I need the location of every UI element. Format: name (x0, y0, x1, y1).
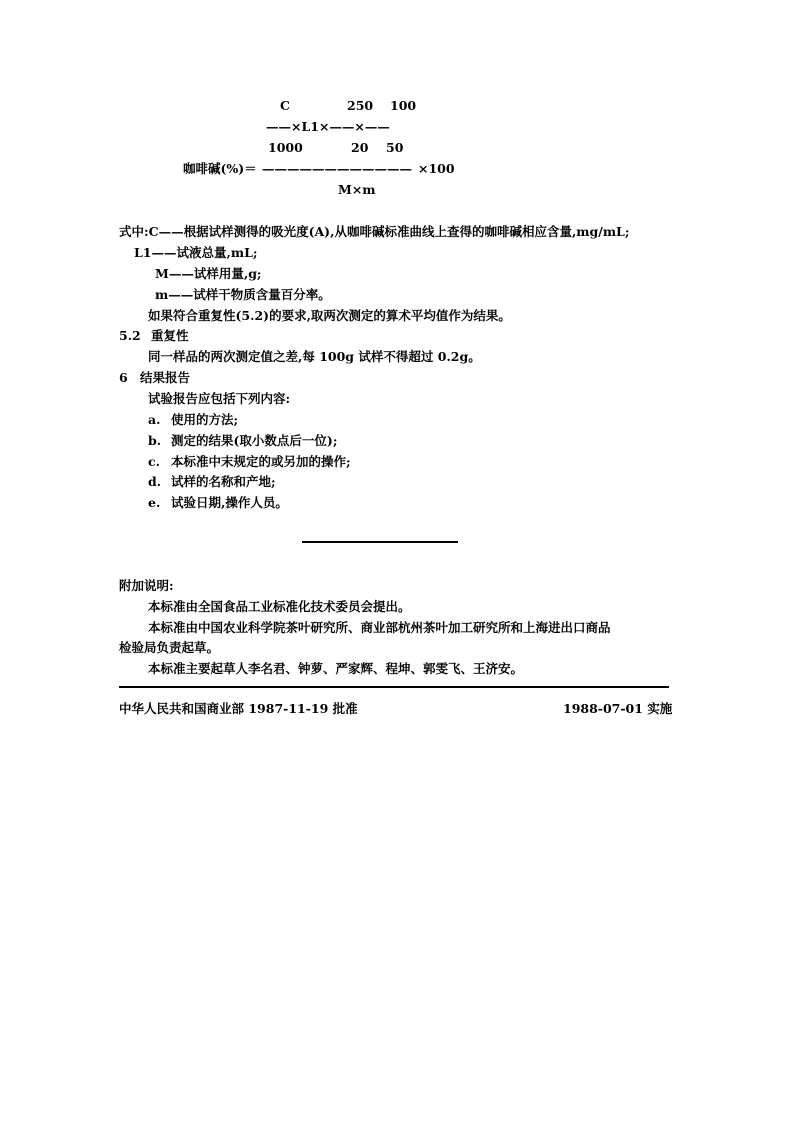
section-divider (302, 541, 458, 543)
footer-rule (119, 686, 669, 688)
approval-date: 中华人民共和国商业部 1987-11-19 批准 (119, 701, 358, 716)
definition-c: 式中:C——根据试样测得的吸光度(A),从咖啡碱标准曲线上查得的咖啡碱相应含量,mg/mL; (119, 224, 630, 239)
definition-m-lower: m——试样干物质含量百分率。 (155, 287, 331, 302)
list-item: 试验日期,操作人员。 (171, 495, 288, 510)
formula-denominator-50: 50 (386, 140, 404, 155)
appendix-drafters-line2: 检验局负责起草。 (119, 640, 220, 655)
appendix-main-drafters: 本标准主要起草人李名君、钟萝、严家辉、程坤、郭雯飞、王济安。 (148, 661, 524, 676)
section-6-title: 结果报告 (140, 370, 191, 385)
section-5-2-body: 同一样品的两次测定值之差,每 100g 试样不得超过 0.2g。 (148, 349, 481, 364)
formula-rhs: ×100 (418, 161, 455, 176)
formula-denominator-20: 20 (351, 140, 369, 155)
formula-lhs: 咖啡碱(%)＝ (183, 161, 257, 176)
result-rule: 如果符合重复性(5.2)的要求,取两次测定的算术平均值作为结果。 (148, 308, 511, 323)
section-6-number: 6 (119, 370, 128, 385)
section-5-2-number: 5.2 (119, 328, 141, 343)
formula-main-denominator: M×m (338, 182, 376, 197)
list-item-marker: c. (148, 454, 160, 469)
list-item: 试样的名称和产地; (171, 474, 276, 489)
formula-denominator-1000: 1000 (268, 140, 303, 155)
list-item: 本标准中末规定的或另加的操作; (171, 454, 351, 469)
list-item-marker: d. (148, 474, 162, 489)
formula-numerator-100: 100 (390, 98, 417, 113)
list-item: 使用的方法; (171, 412, 239, 427)
definition-l1: L1——试液总量,mL; (134, 245, 258, 260)
implementation-date: 1988-07-01 实施 (563, 701, 673, 716)
definition-m-upper: M——试样用量,g; (155, 266, 262, 281)
formula-main-fraction-line: ———————————— (262, 161, 412, 176)
list-item-marker: e. (148, 495, 161, 510)
list-item-marker: b. (148, 433, 162, 448)
formula-numerator-c: C (280, 98, 290, 113)
formula-inner-fraction-line: ——×L1×——×—— (266, 119, 390, 134)
list-item-marker: a. (148, 412, 161, 427)
formula-numerator-250: 250 (347, 98, 374, 113)
section-6-intro: 试验报告应包括下列内容: (148, 391, 291, 406)
appendix-drafters-line1: 本标准由中国农业科学院茶叶研究所、商业部杭州茶叶加工研究所和上海进出口商品 (148, 620, 611, 635)
appendix-proposer: 本标准由全国食品工业标准化技术委员会提出。 (148, 599, 411, 614)
list-item: 测定的结果(取小数点后一位); (171, 433, 338, 448)
appendix-title: 附加说明: (119, 578, 174, 593)
section-5-2-title: 重复性 (151, 328, 189, 343)
